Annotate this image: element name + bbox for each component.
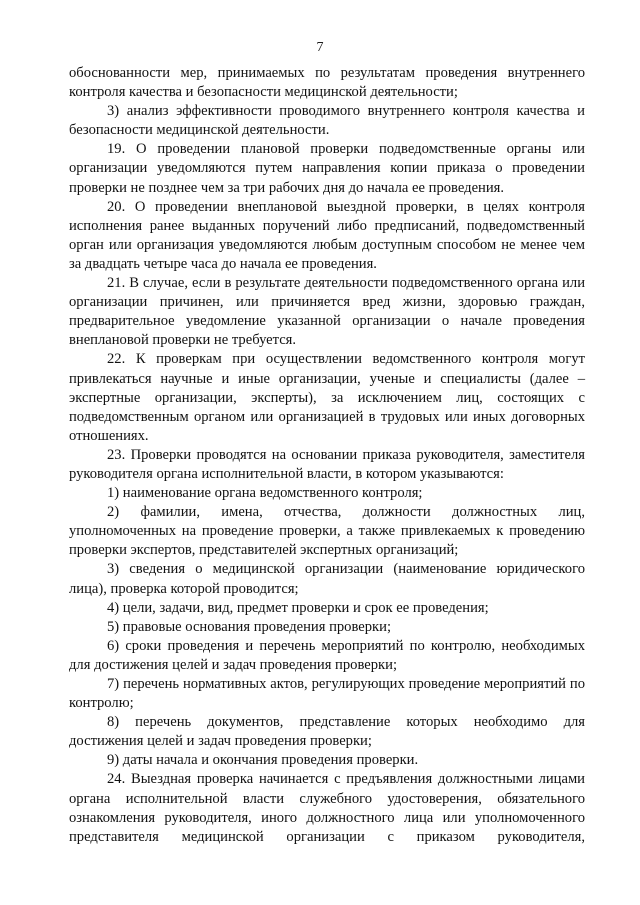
list-item-8: 8) перечень документов, представление которых необходимо для достижения целей и задач проведения проверки; <box>69 714 585 750</box>
paragraph-22: 22. К проверкам при осуществлении ведомственного контроля могут привлекаться научные и иные организации, ученые и специалисты (далее – экспертные организации, эксперты), за исключением лиц, состоящих с подведомственным органом или организацией в трудовых или иных договорных отношениях. <box>69 351 585 444</box>
page-number: 7 <box>316 40 324 55</box>
document-body <box>69 64 585 847</box>
paragraph-21: 21. В случае, если в результате деятельности подведомственного органа или организации причинен, или причиняется вред жизни, здоровью граждан, предварительное уведомление указанной организации о начале проведения внеплановой проверки не требуется. <box>69 275 585 349</box>
list-item-6: 6) сроки проведения и перечень мероприятий по контролю, необходимых для достижения целей и задач проведения проверки; <box>69 637 585 673</box>
paragraph-23: 23. Проверки проводятся на основании приказа руководителя, заместителя руководителя органа исполнительной власти, в котором указываются: <box>69 446 585 482</box>
list-item-5: 5) правовые основания проведения проверки; <box>107 618 392 635</box>
list-item-3: 3) сведения о медицинской организации (наименование юридического лица), проверка которой проводится; <box>69 561 585 597</box>
list-item-4: 4) цели, задачи, вид, предмет проверки и срок ее проведения; <box>107 599 489 616</box>
paragraph-19: 19. О проведении плановой проверки подведомственные органы или организации уведомляются путем направления копии приказа о проведении проверки не позднее чем за три рабочих дня до начала ее проведения. <box>69 141 585 196</box>
paragraph-item-3-analysis: 3) анализ эффективности проводимого внутреннего контроля качества и безопасности медицинской деятельности. <box>69 103 585 139</box>
list-item-9: 9) даты начала и окончания проведения проверки. <box>107 752 419 769</box>
list-item-7: 7) перечень нормативных актов, регулирующих проведение мероприятий по контролю; <box>69 676 585 712</box>
list-item-1: 1) наименование органа ведомственного контроля; <box>107 485 423 502</box>
paragraph-20: 20. О проведении внеплановой выездной проверки, в целях контроля исполнения ранее выданных поручений либо предписаний, подведомственный орган или организация уведомляются любым доступным способом не менее чем за двадцать четыре часа до начала ее проведения. <box>69 198 585 272</box>
list-item-2: 2) фамилии, имена, отчества, должности должностных лиц, уполномоченных на проведение проверки, а также привлекаемых к проведению проверки экспертов, представителей экспертных организаций; <box>69 504 585 559</box>
paragraph-24: 24. Выездная проверка начинается с предъявления должностными лицами органа исполнительной власти служебного удостоверения, обязательного ознакомления руководителя, иного должностного лица или уполномоченного представителя медицинской организации с приказом руководителя, <box>69 771 585 845</box>
paragraph-continuation: обоснованности мер, принимаемых по результатам проведения внутреннего контроля качества и безопасности медицинской деятельности; <box>69 65 585 101</box>
